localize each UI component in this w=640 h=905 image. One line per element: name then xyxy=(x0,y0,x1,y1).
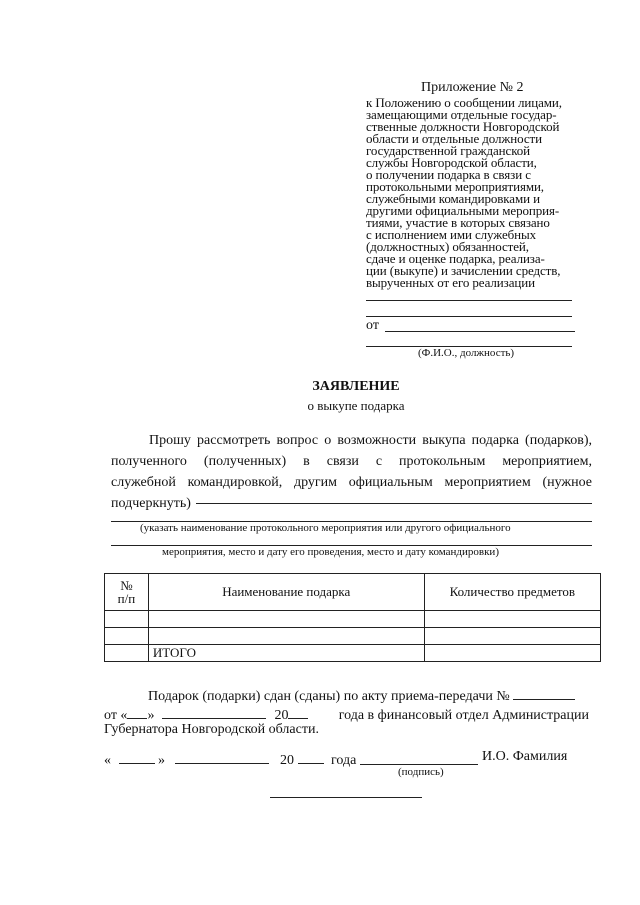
cell-number[interactable] xyxy=(105,628,149,645)
act-day-field[interactable] xyxy=(127,704,147,719)
annex-line: ственные должности Новгородской xyxy=(366,119,560,134)
signature-month-field[interactable] xyxy=(175,749,269,764)
annex-line: ции (выкупе) и зачислении средств, xyxy=(366,263,561,278)
act-month-field[interactable] xyxy=(162,704,266,719)
cell-total-quantity[interactable] xyxy=(424,645,600,662)
table-row xyxy=(105,611,601,628)
cell-number[interactable] xyxy=(105,611,149,628)
annex-line: (должностных) обязанностей, xyxy=(366,239,529,254)
annex-description xyxy=(366,97,581,289)
addressee-line-1[interactable] xyxy=(366,300,572,301)
event-fill-line-1[interactable] xyxy=(196,503,592,504)
cell-number[interactable] xyxy=(105,645,149,662)
table-total-row xyxy=(105,645,601,662)
annex-line: служебными командировками и xyxy=(366,191,540,206)
signature-caption: (подпись) xyxy=(398,766,444,778)
act-date-close-quote: » xyxy=(147,708,155,723)
signature-day-field[interactable] xyxy=(119,749,155,764)
date-open-quote: « xyxy=(104,753,111,768)
annex-line: с исполнением ими служебных xyxy=(366,227,537,242)
request-paragraph xyxy=(111,430,592,514)
act-finance-department: года в финансовый отдел Администрации xyxy=(338,708,589,723)
event-caption-line-2: мероприятия, место и дату его проведения, место и дату командировки) xyxy=(162,546,499,558)
act-date-line xyxy=(104,704,589,724)
act-label: Подарок (подарки) сдан (сданы) по акту приема-передачи № xyxy=(148,689,510,704)
from-name-line[interactable] xyxy=(385,331,575,332)
act-text xyxy=(148,685,575,705)
annex-line: службы Новгородской области, xyxy=(366,155,537,170)
annex-line: сдаче и оценке подарка, реализа- xyxy=(366,251,545,266)
signature-year-suffix: года xyxy=(331,753,357,768)
paragraph-line: Прошу рассмотреть вопрос о возможности выкупа подарка (подарков), xyxy=(149,433,592,448)
annex-line: области и отдельные должности xyxy=(366,131,542,146)
annex-line: к Положению о сообщении лицами, xyxy=(366,95,562,110)
paragraph-line: служебной командировкой, другим официальным мероприятием (нужное xyxy=(111,475,592,490)
column-header-gift-name: Наименование подарка xyxy=(148,574,424,611)
signature-date-line xyxy=(104,749,356,769)
annex-line: замещающими отдельные государ- xyxy=(366,107,557,122)
table-header-row xyxy=(105,574,601,611)
event-caption-line-1: (указать наименование протокольного мероприятия или другого официального xyxy=(140,522,511,534)
paragraph-line: полученного (полученных) в связи с протокольным мероприятием, xyxy=(111,454,592,469)
annex-line: о получении подарка в связи с xyxy=(366,167,531,182)
from-label: от xyxy=(366,318,379,333)
cell-total-label: ИТОГО xyxy=(148,645,424,662)
statement-title: ЗАЯВЛЕНИЕ xyxy=(312,379,400,394)
cell-quantity[interactable] xyxy=(424,611,600,628)
annex-line: государственной гражданской xyxy=(366,143,531,158)
statement-subtitle: о выкупе подарка xyxy=(307,398,405,413)
column-header-number: № п/п xyxy=(105,574,149,611)
column-header-quantity: Количество предметов xyxy=(424,574,600,611)
act-year-prefix: 20 xyxy=(274,708,289,723)
signature-year-field[interactable] xyxy=(298,749,324,764)
signature-line[interactable] xyxy=(360,764,478,765)
cell-gift-name[interactable] xyxy=(148,628,424,645)
fio-position-caption: (Ф.И.О., должность) xyxy=(418,347,515,359)
table-row xyxy=(105,628,601,645)
addressee-line-2[interactable] xyxy=(366,316,572,317)
act-year-field[interactable] xyxy=(288,704,308,719)
cell-gift-name[interactable] xyxy=(148,611,424,628)
annex-line: протокольными мероприятиями, xyxy=(366,179,544,194)
gifts-table xyxy=(104,573,601,662)
act-governor-line: Губернатора Новгородской области. xyxy=(104,722,319,737)
paragraph-line: подчеркнуть) xyxy=(111,496,191,511)
annex-line: вырученных от его реализации xyxy=(366,275,535,290)
act-number-field[interactable] xyxy=(513,685,575,700)
annex-title: Приложение № 2 xyxy=(421,80,524,95)
annex-line: другими официальными мероприя- xyxy=(366,203,560,218)
signer-name: И.О. Фамилия xyxy=(482,749,568,764)
signature-year-prefix: 20 xyxy=(280,753,294,768)
annex-line: тиями, участие в которых связано xyxy=(366,215,550,230)
bottom-separator-line xyxy=(270,797,422,798)
cell-quantity[interactable] xyxy=(424,628,600,645)
act-date-open-quote: от « xyxy=(104,708,128,723)
date-close-quote: » xyxy=(158,753,165,768)
